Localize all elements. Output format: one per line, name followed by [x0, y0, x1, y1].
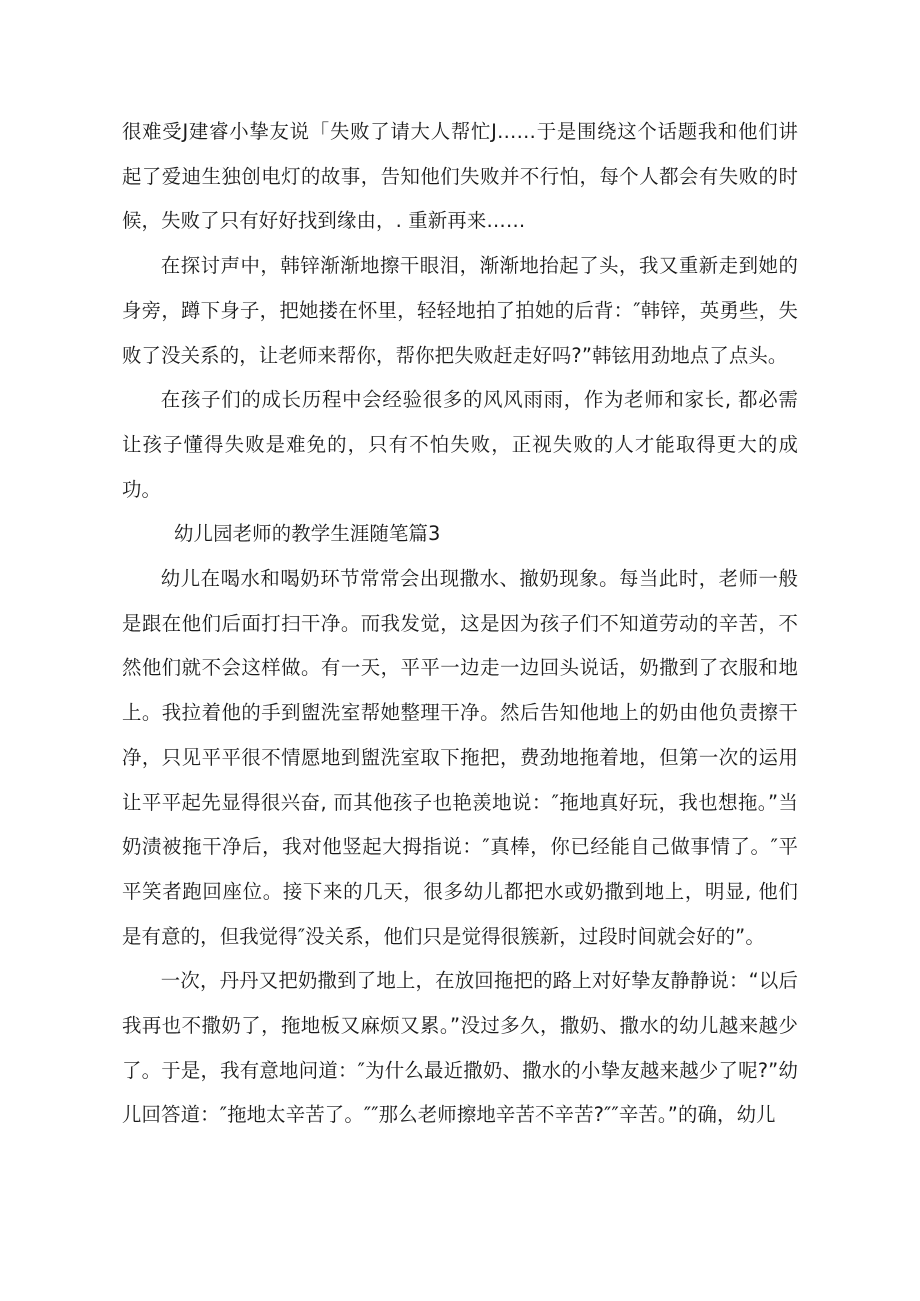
paragraph-3: 在孩子们的成长历程中会经验很多的风风雨雨，作为老师和家长, 都必需让孩子懂得失败是难免的，只有不怕失败，正视失败的人才能取得更大的成功。 [122, 388, 798, 501]
paragraph-4: 幼儿在喝水和喝奶环节常常会出现撒水、撤奶现象。每当此时，老师一般是跟在他们后面打扫干净。而我发觉，这是因为孩子们不知道劳动的辛苦，不然他们就不会这样做。有一天，平平一边走一边回头说话，奶撒到了衣服和地上。我拉着他的手到盥洗室帮她整理干净。然后告知他地上的奶由他负责擦干净，只见平平很不情愿地到盥洗室取下拖把，费劲地拖着地，但第一次的运用让平平起先显得很兴奋, 而其他孩子也艳羡地说：″拖地真好玩，我也想拖。”当奶渍被拖干净后，我对他竖起大拇指说：″真棒，你已经能自己做事情了。″平平笑者跑回座位。接下来的几天，很多幼儿都把水或奶撒到地上，明显, 他们是有意的，但我觉得″没关系，他们只是觉得很簇新，过段时间就会好的”。 [122, 567, 798, 948]
section-heading: 幼儿园老师的教学生涯随笔篇3 [174, 522, 441, 546]
paragraph-2: 在探讨声中，韩锌渐渐地擦干眼泪，渐渐地抬起了头，我又重新走到她的身旁，蹲下身子，把她搂在怀里，轻轻地拍了拍她的后背：″韩锌，英勇些，失败了没关系的，让老师来帮你，帮你把失败赶走好吗?”韩铉用劲地点了点头。 [122, 254, 798, 367]
paragraph-5: 一次，丹丹又把奶撒到了地上，在放回拖把的路上对好挚友静静说：“以后我再也不撒奶了，拖地板又麻烦又累。”没过多久，撒奶、撒水的幼儿越来越少了。于是，我有意地问道：″为什么最近撒奶、撒水的小挚友越来越少了呢?”幼儿回答道：″拖地太辛苦了。″″那么老师擦地辛苦不辛苦?″″辛苦。”的确，幼儿 [122, 969, 798, 1127]
paragraph-1: 很难受J建睿小挚友说「失败了请大人帮忙J……于是围绕这个话题我和他们讲起了爱迪生独创电灯的故事，告知他们失败并不行怕，每个人都会有失败的时候，失败了只有好好找到缘由，. 重新再来…… [122, 120, 798, 233]
document-body [122, 110, 798, 1138]
